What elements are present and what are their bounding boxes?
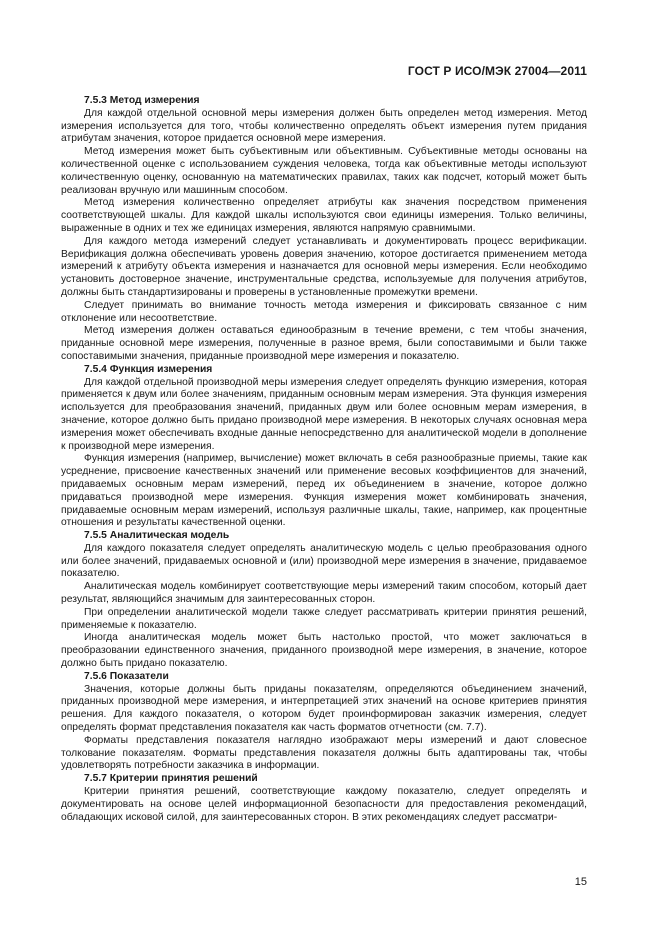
paragraph: Форматы представления показателя наглядно изображают меры измерений и дают словесное толкование показателям. Форматы представления показателя должны быть адаптированы так, чтобы удовлетворять потребности заказчика в информации. (61, 734, 587, 772)
paragraph: Значения, которые должны быть приданы показателям, определяются объединением значений, приданных производной мере измерения, и интерпретацией этих значений на основе критериев принятия решения. Для каждого показателя, о котором будет проинформирован заказчик измерения, следует определять формат представления показателя как часть форматов отчетности (см. 7.7). (61, 683, 587, 734)
section-heading-7-5-6: 7.5.6 Показатели (84, 670, 169, 682)
paragraph: Метод измерения может быть субъективным или объективным. Субъективные методы основаны на количественной оценке с использованием суждения человека, тогда как объективные методы используют количественную оценку, основанную на математических правилах, таких как подсчет, который может быть реализован вручную или машинным способом. (61, 146, 587, 196)
paragraph: Аналитическая модель комбинирует соответствующие меры измерений таким способом, который дает результат, являющийся значимым для заинтересованных сторон. (61, 581, 587, 606)
paragraph: Метод измерения должен оставаться единообразным в течение времени, с тем чтобы значения, приданные основной мере измерения, полученные в разное время, были сопоставимыми и были также сопоставимыми значения, приданные производной мере измерения и показателю. (61, 325, 587, 362)
section-heading-7-5-7: 7.5.7 Критерии принятия решений (84, 773, 258, 785)
paragraph: Для каждого метода измерений следует устанавливать и документировать процесс верификации. Верификация должна обеспечивать уровень доверия значению, которое достигается применением метода измерений к атрибуту объекта измерения и назначается для основной меры измерения. Если необходимо установить достоверное значение, инструментальные средства, используемые для получения атрибутов, должны быть стандартизированы и проверены в установленные промежутки времени. (61, 235, 587, 298)
page-number: 15 (574, 876, 587, 888)
paragraph: При определении аналитической модели также следует рассматривать критерии принятия решений, применяемые к показателю. (61, 606, 587, 631)
paragraph: Для каждого показателя следует определять аналитическую модель с целью преобразования одного или более значений, придаваемых основной и (или) производной мере измерения в значение, придаваемое показателю. (61, 542, 587, 580)
paragraph: Для каждой отдельной основной меры измерения должен быть определен метод измерения. Метод измерения используется для того, чтобы количественно определять объект измерения путем придания атрибутам значения, которое придается основной мере измерения. (61, 107, 587, 145)
paragraph: Иногда аналитическая модель может быть настолько простой, что может заключаться в преобразовании единственного значения, приданного производной мере измерения, в значение, которое должно быть придано показателю. (61, 632, 587, 670)
section-heading-7-5-5: 7.5.5 Аналитическая модель (84, 530, 230, 542)
paragraph: Функция измерения (например, вычисление) может включать в себя разнообразные приемы, такие как усреднение, присвоение качественных значений или применение весовых коэффициентов для значений, придаваемых основным мерам измерений, перед их объединением в значение, которое должно придаваться производной мере измерения. Функция измерения может комбинировать значения, придаваемые основным мерам измерений, используя различные шкалы, такие, например, как процентные отношения и результаты качественной оценки. (61, 453, 587, 529)
section-heading-7-5-4: 7.5.4 Функция измерения (84, 363, 213, 375)
document-body (61, 95, 587, 824)
document-header: ГОСТ Р ИСО/МЭК 27004—2011 (407, 64, 587, 78)
paragraph: Метод измерения количественно определяет атрибуты как значения посредством применения соответствующей шкалы. Для каждой шкалы используются свои единицы измерения. Только величины, выраженные в одних и тех же единицах измерения, являются напрямую сравнимыми. (61, 197, 587, 234)
paragraph: Следует принимать во внимание точность метода измерения и фиксировать связанное с ним отклонение или несоответствие. (61, 299, 587, 324)
section-heading-7-5-3: 7.5.3 Метод измерения (84, 95, 200, 106)
paragraph: Критерии принятия решений, соответствующие каждому показателю, следует определять и документировать на основе целей информационной безопасности для предоставления рекомендаций, обладающих исковой силой, для заинтересованных сторон. В этих рекомендациях следует рассматри- (61, 786, 587, 823)
paragraph: Для каждой отдельной производной меры измерения следует определять функцию измерения, которая применяется к двум или более значениям, приданным основным мерам измерения. Эта функция измерения используется для преобразования значений, приданных двум или более основным мерам измерения, в значение, которое должно быть придано производной мере измерения. В некоторых случаях основная мера измерения может обеспечивать входные данные непосредственно для аналитической модели в дополнение к производной мере измерения. (61, 376, 587, 452)
